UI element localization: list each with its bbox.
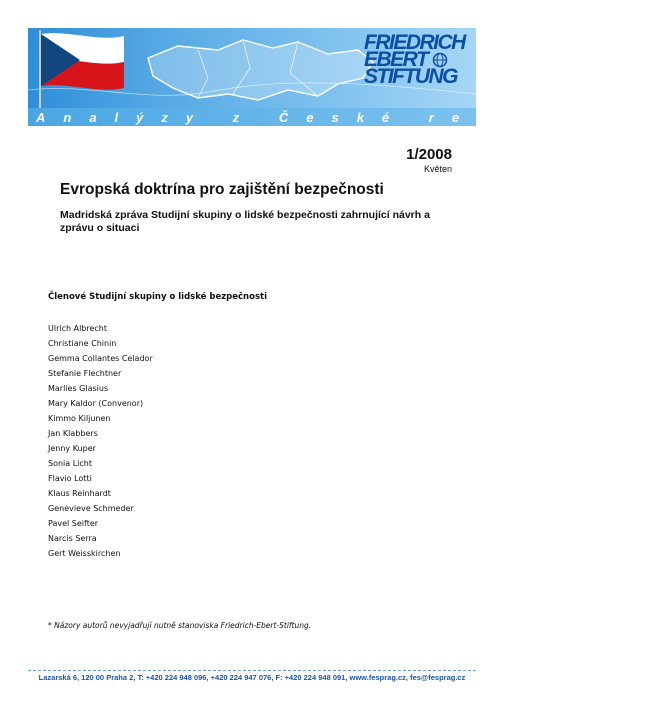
issue-number: 1/2008 xyxy=(406,146,452,163)
series-title: Analýzy z České republiky xyxy=(36,109,649,125)
czech-flag-icon xyxy=(40,30,124,108)
member-name: Genevieve Schmeder xyxy=(48,504,134,513)
member-name: Mary Kaldor (Convenor) xyxy=(48,399,144,408)
fes-logo xyxy=(364,31,472,88)
header-banner xyxy=(28,28,649,126)
member-name: Jenny Kuper xyxy=(48,444,96,453)
issue-block xyxy=(406,146,452,174)
member-name: Marlies Glasius xyxy=(48,384,109,393)
logo-line-3: STIFTUNG xyxy=(364,65,457,88)
member-name: Klaus Reinhardt xyxy=(48,489,111,498)
series-strip xyxy=(28,108,649,126)
footer-divider xyxy=(28,670,476,671)
member-name: Sonia Licht xyxy=(48,459,92,468)
member-name: Pavel Seifter xyxy=(48,519,99,528)
member-name: Stefanie Flechtner xyxy=(48,369,122,378)
member-name: Flavio Lotti xyxy=(48,474,92,483)
document-subtitle: Madridská zpráva Studijní skupiny o lidské bezpečnosti zahrnující návrh a zprávu o situaci xyxy=(60,209,430,234)
logo-line-1: FRIEDRICH xyxy=(364,31,465,54)
issue-month: Květen xyxy=(423,164,452,174)
member-name: Jan Klabbers xyxy=(48,429,98,438)
members-heading: Členové Studijní skupiny o lidské bezpečnosti xyxy=(48,292,267,302)
members-list xyxy=(48,324,153,564)
member-name: Ulrich Albrecht xyxy=(48,324,108,333)
member-name: Narcis Serra xyxy=(48,534,97,543)
member-name: Gemma Collantes Celador xyxy=(48,354,153,363)
member-name: Gert Weisskirchen xyxy=(48,549,121,558)
footnote: * Názory autorů nevyjadřují nutně stanoviska Friedrich-Ebert-Stiftung. xyxy=(48,621,312,630)
document-title: Evropská doktrína pro zajištění bezpečnosti xyxy=(60,181,384,198)
footer-contact: Lazarská 6, 120 00 Praha 2, T: +420 224 948 096, +420 224 947 076, F: +420 224 948 091, www.fesprag.cz, fes@fesprag.cz xyxy=(38,673,466,682)
member-name: Kimmo Kiljunen xyxy=(48,414,111,423)
logo-line-2: EBERT xyxy=(364,51,472,68)
member-name: Christiane Chinin xyxy=(48,339,117,348)
